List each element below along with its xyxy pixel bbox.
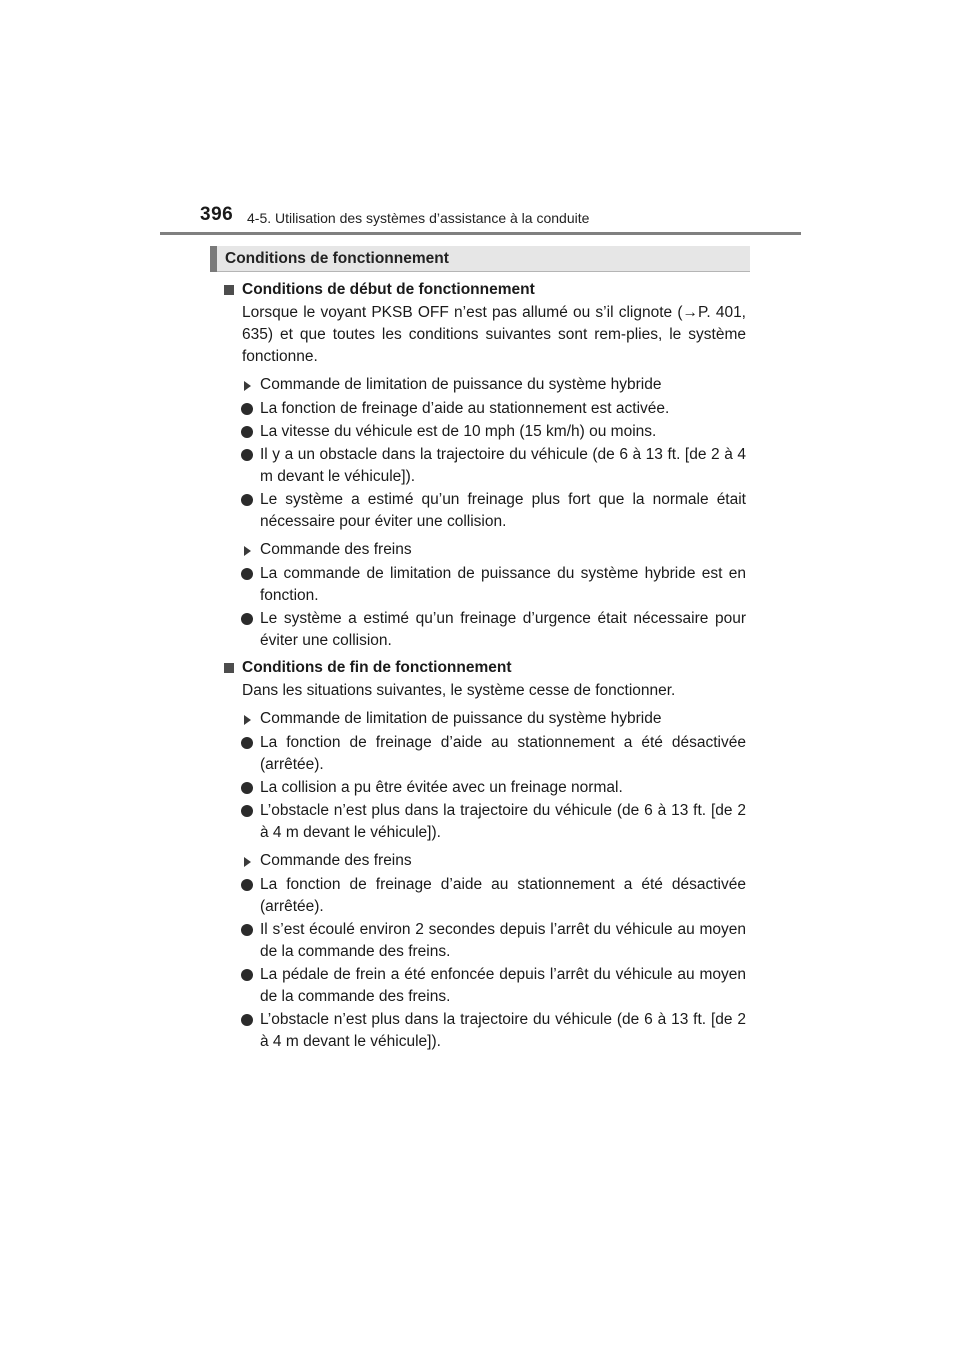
bullet-item — [222, 421, 746, 443]
bullet-item — [222, 608, 746, 652]
round-bullet-icon — [241, 613, 253, 625]
bullet-text: La pédale de frein a été enfoncée depuis l’arrêt du véhicule au moyen de la commande des freins. — [260, 966, 746, 1005]
bullet-text: La fonction de freinage d’aide au stationnement a été désactivée (arrêtée). — [260, 734, 746, 773]
arrow-item-text: Commande de limitation de puissance du système hybride — [260, 376, 662, 393]
bullet-text: La fonction de freinage d’aide au stationnement est activée. — [260, 400, 670, 417]
arrow-item — [222, 708, 746, 730]
end-intro: Dans les situations suivantes, le système cesse de fonctionner. — [242, 682, 676, 699]
bullet-text: L’obstacle n’est plus dans la trajectoire du véhicule (de 6 à 13 ft. [de 2 à 4 m devant le véhicule]). — [260, 1011, 746, 1050]
round-bullet-icon — [241, 568, 253, 580]
bullet-item — [222, 919, 746, 963]
bullet-item — [222, 874, 746, 918]
round-bullet-icon — [241, 403, 253, 415]
arrow-item-text: Commande des freins — [260, 541, 412, 558]
arrow-item — [222, 850, 746, 872]
arrow-item-text: Commande des freins — [260, 852, 412, 869]
running-header: 4-5. Utilisation des systèmes d’assistance à la conduite — [247, 210, 590, 226]
banner-title: Conditions de fonctionnement — [225, 250, 449, 267]
header-rule — [160, 232, 801, 235]
bullet-text: Le système a estimé qu’un freinage d’urgence était nécessaire pour éviter une collision. — [260, 610, 746, 649]
arrow-item — [222, 374, 746, 396]
bullet-text: L’obstacle n’est plus dans la trajectoire du véhicule (de 6 à 13 ft. [de 2 à 4 m devant le véhicule]). — [260, 802, 746, 841]
triangle-arrow-icon — [244, 715, 251, 725]
bullet-item — [222, 398, 746, 420]
round-bullet-icon — [241, 494, 253, 506]
arrow-item-text: Commande de limitation de puissance du système hybride — [260, 710, 662, 727]
subheading-start — [222, 279, 746, 301]
round-bullet-icon — [241, 449, 253, 461]
arrow-item — [222, 539, 746, 561]
bullet-item — [222, 800, 746, 844]
round-bullet-icon — [241, 1014, 253, 1026]
bullet-text: Il y a un obstacle dans la trajectoire du véhicule (de 6 à 13 ft. [de 2 à 4 m devant le véhicule]). — [260, 446, 746, 485]
round-bullet-icon — [241, 782, 253, 794]
bullet-item — [222, 732, 746, 776]
square-bullet-icon — [224, 285, 234, 295]
round-bullet-icon — [241, 426, 253, 438]
bullet-item — [222, 489, 746, 533]
triangle-arrow-icon — [244, 546, 251, 556]
bullet-text: Le système a estimé qu’un freinage plus fort que la normale était nécessaire pour éviter une collision. — [260, 491, 746, 530]
bullet-item — [222, 964, 746, 1008]
round-bullet-icon — [241, 879, 253, 891]
bullet-text: La fonction de freinage d’aide au stationnement a été désactivée (arrêtée). — [260, 876, 746, 915]
round-bullet-icon — [241, 969, 253, 981]
bullet-item — [222, 563, 746, 607]
bullet-text: La vitesse du véhicule est de 10 mph (15 km/h) ou moins. — [260, 423, 657, 440]
bullet-item — [222, 444, 746, 488]
bullet-item — [222, 777, 746, 799]
round-bullet-icon — [241, 924, 253, 936]
square-bullet-icon — [224, 663, 234, 673]
section-banner — [210, 246, 750, 272]
bullet-text: Il s’est écoulé environ 2 secondes depuis l’arrêt du véhicule au moyen de la commande des freins. — [260, 921, 746, 960]
page-content — [222, 279, 746, 1054]
bullet-text: La commande de limitation de puissance du système hybride est en fonction. — [260, 565, 746, 604]
bullet-item — [222, 1009, 746, 1053]
subheading-end-text: Conditions de fin de fonctionnement — [242, 659, 512, 676]
round-bullet-icon — [241, 805, 253, 817]
triangle-arrow-icon — [244, 857, 251, 867]
start-intro: Lorsque le voyant PKSB OFF n’est pas allumé ou s’il clignote (→P. 401, 635) et que toutes les conditions suivantes sont rem-plies, le système fonctionne. — [242, 304, 746, 365]
round-bullet-icon — [241, 737, 253, 749]
bullet-text: La collision a pu être évitée avec un freinage normal. — [260, 779, 623, 796]
subheading-start-text: Conditions de début de fonctionnement — [242, 281, 535, 298]
triangle-arrow-icon — [244, 381, 251, 391]
page-number: 396 — [200, 204, 234, 225]
subheading-end — [222, 657, 746, 679]
banner-accent-bar — [210, 246, 217, 272]
